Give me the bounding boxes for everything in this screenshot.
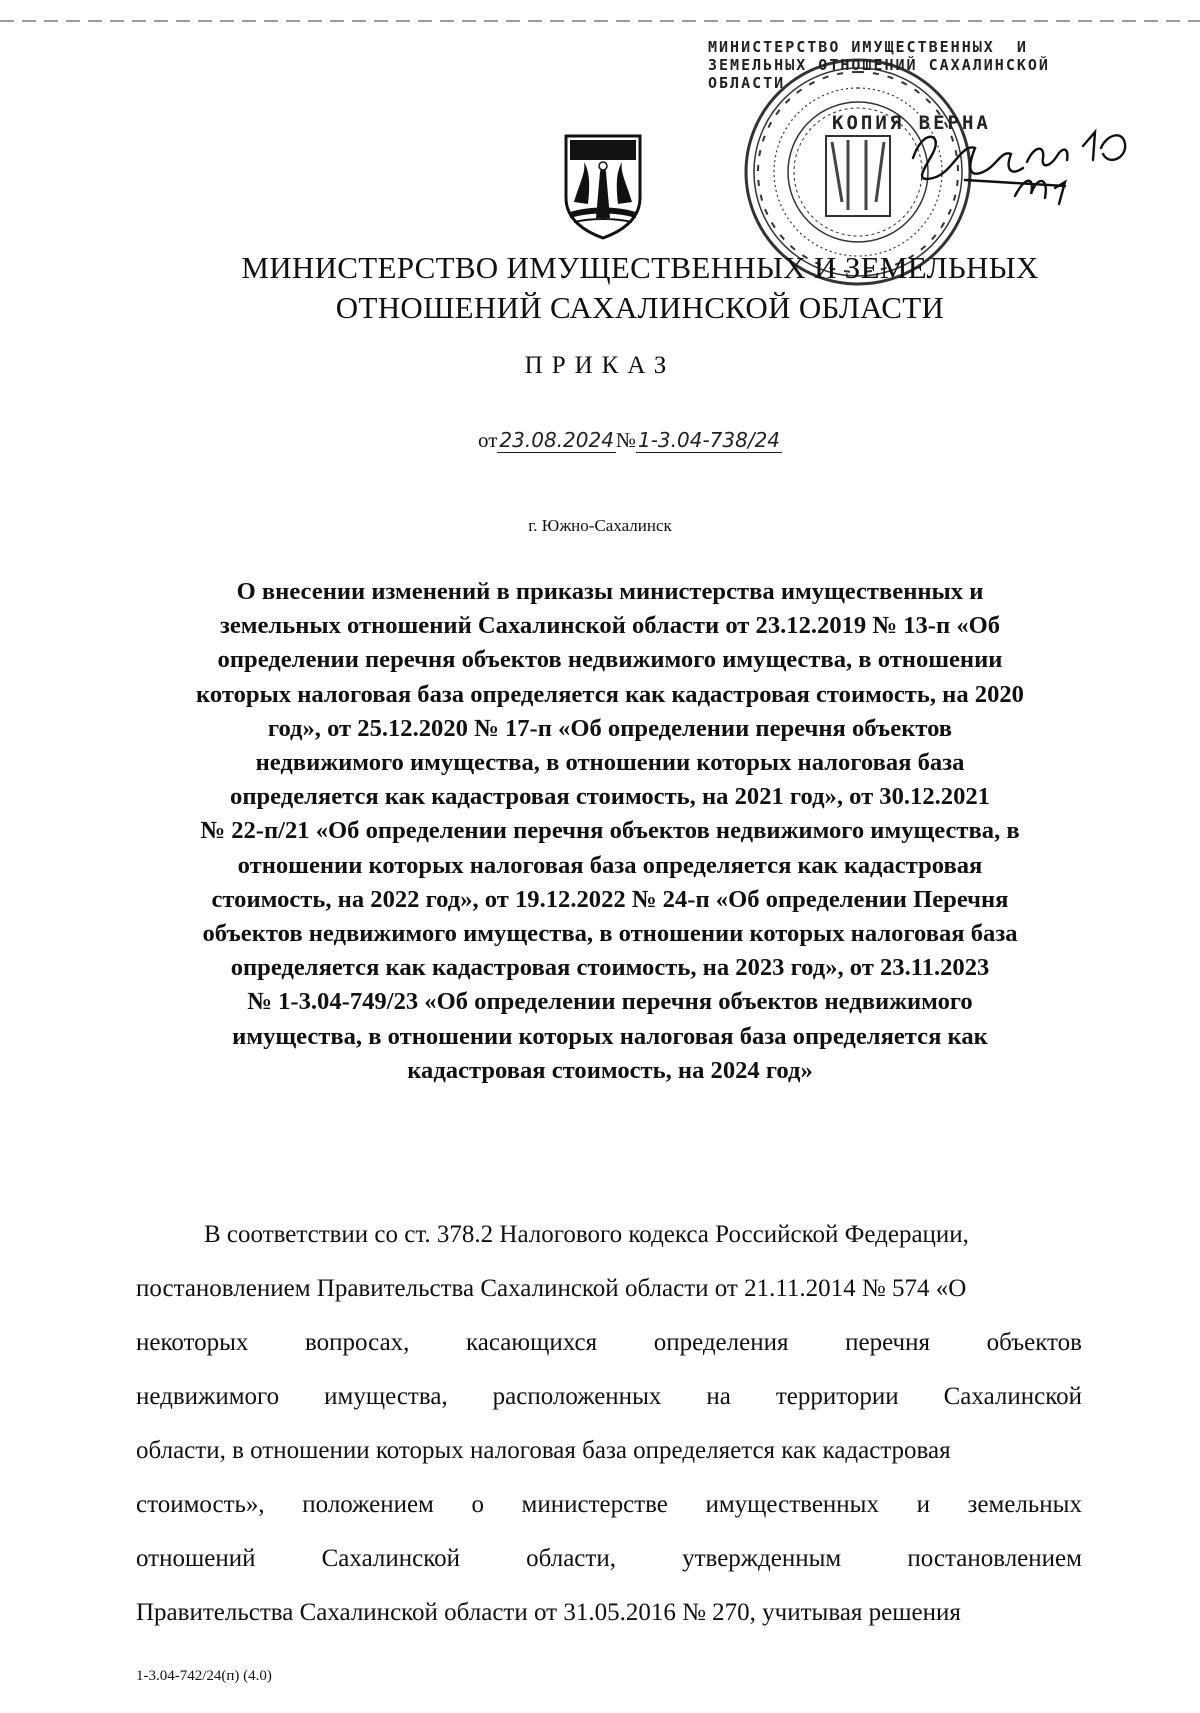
body-line-justified bbox=[136, 1316, 1082, 1370]
heading-line: кадастровая стоимость, на 2024 год» bbox=[407, 1056, 813, 1084]
coat-of-arms-icon bbox=[560, 132, 646, 242]
body-word: утвержденным bbox=[682, 1545, 842, 1572]
body-line: В соответствии со ст. 378.2 Налогового кодекса Российской Федерации, bbox=[204, 1221, 969, 1248]
body-word: отношений bbox=[136, 1545, 256, 1572]
date-prefix: от bbox=[478, 428, 498, 452]
order-label: ПРИКАЗ bbox=[524, 352, 676, 379]
body-word: территории bbox=[775, 1383, 899, 1410]
heading-line: О внесении изменений в приказы министерства имущественных и bbox=[236, 578, 984, 605]
heading-line: год», от 25.12.2020 № 17-п «Об определении перечня объектов bbox=[267, 714, 953, 742]
body-word: постановлением bbox=[907, 1545, 1082, 1572]
order-date-number bbox=[478, 428, 782, 453]
certification-stamp bbox=[708, 38, 1088, 92]
handwritten-signature-icon bbox=[905, 118, 1155, 213]
body-word: определения bbox=[653, 1329, 789, 1356]
stamp-line: МИНИСТЕРСТВО ИМУЩЕСТВЕННЫХ И bbox=[708, 38, 1028, 56]
body-word: перечня bbox=[845, 1329, 930, 1356]
heading-line: которых налоговая база определяется как кадастровая стоимость, на 2020 bbox=[196, 680, 1024, 708]
body-word: стоимость», bbox=[136, 1491, 265, 1518]
body-word: о bbox=[471, 1491, 484, 1518]
body-word: министерстве bbox=[521, 1491, 668, 1518]
document-id: 1-3.04-742/24(п) (4.0) bbox=[136, 1668, 272, 1684]
body-line-justified bbox=[136, 1478, 1082, 1532]
body-line-justified bbox=[136, 1532, 1082, 1586]
body-word: вопросах, bbox=[305, 1329, 410, 1356]
heading-line: определяется как кадастровая стоимость, на 2023 год», от 23.11.2023 bbox=[230, 954, 990, 982]
body-word: Сахалинской bbox=[321, 1545, 460, 1572]
body-word: на bbox=[706, 1383, 731, 1410]
body-word: касающихся bbox=[466, 1329, 598, 1356]
heading-line: № 22-п/21 «Об определении перечня объектов недвижимого имущества, в bbox=[200, 817, 1020, 845]
body-line: Правительства Сахалинской области от 31.05.2016 № 270, учитывая решения bbox=[136, 1599, 961, 1626]
ministry-title-line2: ОТНОШЕНИЙ САХАЛИНСКОЙ ОБЛАСТИ bbox=[335, 290, 945, 325]
order-heading bbox=[130, 575, 1090, 1088]
stamp-line: ОБЛАСТИ bbox=[708, 74, 786, 92]
stamp-line: ЗЕМЕЛЬНЫХ ОТНОШЕНИЙ САХАЛИНСКОЙ bbox=[708, 56, 1050, 74]
body-word: расположенных bbox=[492, 1383, 662, 1410]
body-word: некоторых bbox=[136, 1329, 249, 1356]
heading-line: стоимость, на 2022 год», от 19.12.2022 № 24-п «Об определении Перечня bbox=[211, 885, 1009, 913]
ministry-title-line1: МИНИСТЕРСТВО ИМУЩЕСТВЕННЫХ И ЗЕМЕЛЬНЫХ bbox=[241, 250, 1039, 285]
body-word: недвижимого bbox=[136, 1383, 280, 1410]
order-date: 23.08.2024 bbox=[499, 428, 614, 452]
order-number: 1-3.04-738/24 bbox=[637, 428, 781, 452]
order-body-text bbox=[136, 1208, 1082, 1640]
body-line: области, в отношении которых налоговая база определяется как кадастровая bbox=[136, 1437, 951, 1464]
body-line-justified bbox=[136, 1370, 1082, 1424]
number-prefix: № bbox=[615, 428, 636, 452]
body-word: объектов bbox=[986, 1329, 1082, 1356]
city-name: г. Южно-Сахалинск bbox=[528, 516, 672, 535]
body-word: Сахалинской bbox=[943, 1383, 1082, 1410]
body-word: земельных bbox=[967, 1491, 1082, 1518]
body-word: имущества, bbox=[324, 1383, 448, 1410]
heading-line: недвижимого имущества, в отношении которых налоговая база bbox=[255, 749, 965, 777]
body-word: имущественных bbox=[705, 1491, 879, 1518]
heading-line: отношении которых налоговая база определяется как кадастровая bbox=[237, 851, 983, 879]
body-line: постановлением Правительства Сахалинской области от 21.11.2014 № 574 «О bbox=[136, 1275, 967, 1302]
body-word: области, bbox=[526, 1545, 616, 1572]
body-word: и bbox=[916, 1491, 930, 1518]
heading-line: земельных отношений Сахалинской области от 23.12.2019 № 13-п «Об bbox=[219, 612, 1001, 640]
heading-line: определении перечня объектов недвижимого имущества, в отношении bbox=[217, 646, 1003, 674]
copy-certified-label: КОПИЯ ВЕРНА bbox=[832, 112, 991, 134]
heading-line: определяется как кадастровая стоимость, на 2021 год», от 30.12.2021 bbox=[230, 783, 990, 811]
heading-line: № 1-3.04-749/23 «Об определении перечня объектов недвижимого bbox=[247, 988, 973, 1016]
heading-line: объектов недвижимого имущества, в отношении которых налоговая база bbox=[202, 920, 1018, 948]
scan-edge-line bbox=[0, 20, 1200, 22]
heading-line: имущества, в отношении которых налоговая база определяется как bbox=[232, 1022, 988, 1050]
body-word: положением bbox=[302, 1491, 434, 1518]
